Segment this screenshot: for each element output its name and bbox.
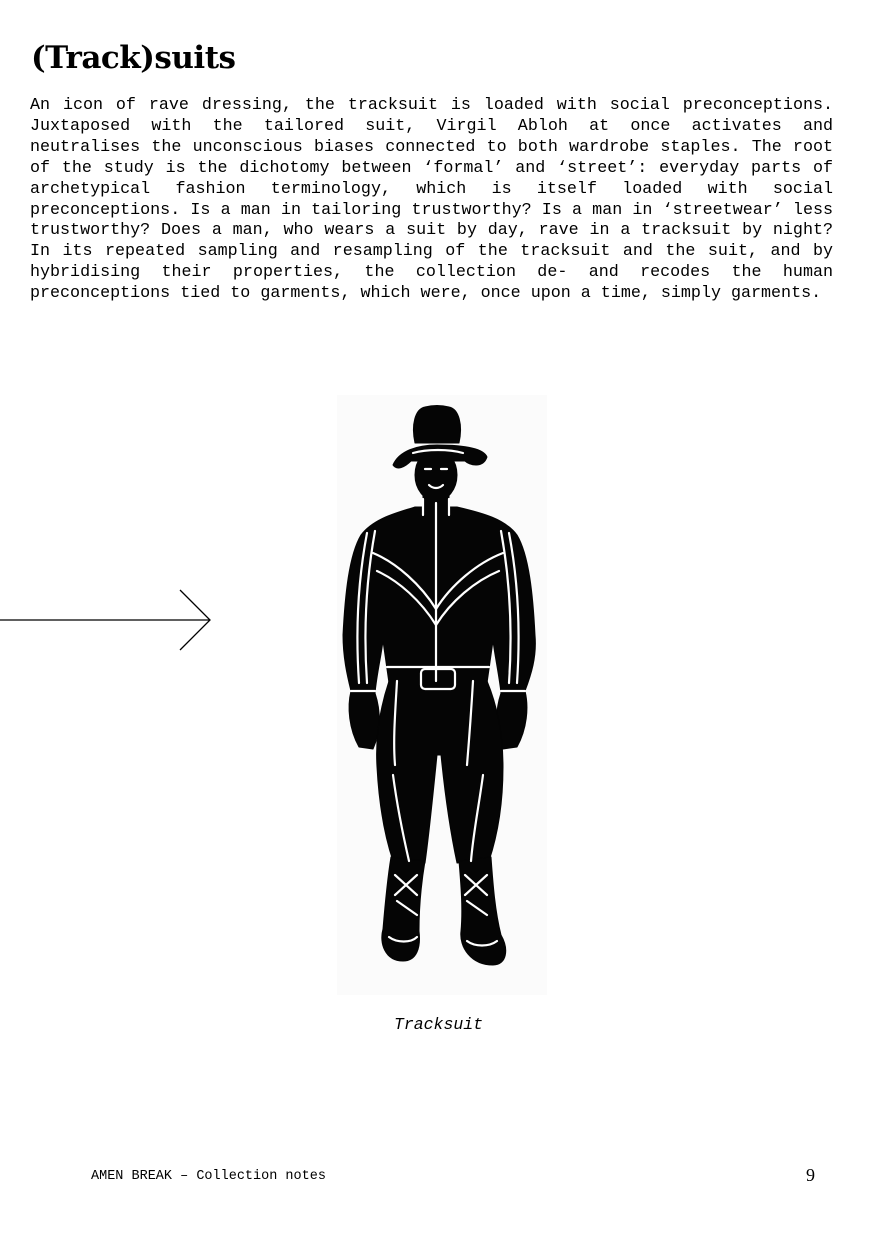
page-number: 9 [806,1165,815,1185]
page-title: (Track)suits [31,40,236,76]
figure-caption: Tracksuit [393,1015,484,1034]
right-arrow-icon [0,588,215,654]
body-paragraph: An icon of rave dressing, the tracksuit is loaded with social preconceptions. Juxtaposed with the tailored suit, Virgil Abloh at once activates and neutralises the unconscious biases connected to both wardrobe staples. The root of the study is the dichotomy between ‘formal’ and ‘street’: everyday parts of archetypical fashion terminology, which is itself loaded with social preconceptions. Is a man in tailoring trustworthy? Is a man in ‘streetwear’ less trustworthy? Does a man, who wears a suit by day, rave in a tracksuit by night? In its repeated sampling and resampling of the tracksuit and the suit, and by hybridising their properties, the collection de- and recodes the human preconceptions tied to garments, which were, once upon a time, simply garments. [30,96,833,304]
tracksuit-figure-illustration [337,395,547,995]
footer-collection-notes: AMEN BREAK – Collection notes [91,1169,326,1184]
